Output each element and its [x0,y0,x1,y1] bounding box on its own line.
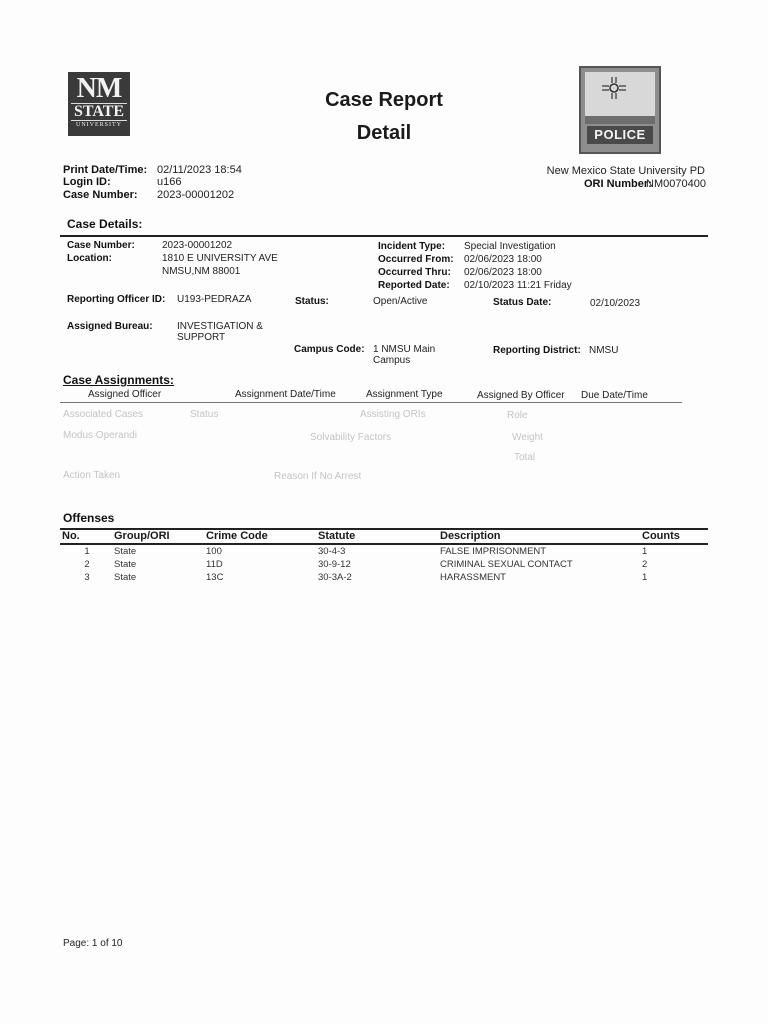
assigned-bureau-label: Assigned Bureau: [67,321,153,332]
row-group: State [114,546,137,557]
campus-code-line2: Campus [373,355,411,366]
row-description: HARASSMENT [440,572,506,583]
solvability-factors-label: Solvability Factors [310,432,392,443]
assignment-col-datetime: Assignment Date/Time [235,389,336,400]
total-label: Total [514,452,536,463]
reported-date-value: 02/10/2023 11:21 Friday [464,280,572,291]
row-group: State [114,559,137,570]
faint-status-label: Status [190,409,219,420]
reported-date-label: Reported Date: [378,280,450,291]
table-row [60,571,708,584]
print-datetime-value: 02/11/2023 18:54 [157,164,242,176]
logo-nm-text: NM [76,73,122,104]
reporting-officer-value: U193-PEDRAZA [177,294,252,305]
cd-case-number-label: Case Number: [67,240,135,251]
row-crime-code: 11D [206,559,223,570]
case-details-rule [60,235,708,237]
action-taken-label: Action Taken [63,470,121,481]
assignment-col-officer: Assigned Officer [88,389,162,400]
row-no: 2 [84,559,90,570]
incident-type-value: Special Investigation [464,241,556,252]
row-counts: 2 [642,559,648,570]
row-crime-code: 100 [206,546,222,557]
role-label: Role [507,410,528,421]
col-no: No. [60,529,114,544]
row-no: 1 [84,546,90,557]
assisting-oris-label: Assisting ORIs [360,409,426,420]
login-id-label: Login ID: [63,176,111,188]
occurred-thru-label: Occurred Thru: [378,267,451,278]
incident-type-label: Incident Type: [378,241,446,252]
status-date-value: 02/10/2023 [590,298,641,309]
offenses-table [60,528,708,584]
associated-cases-label: Associated Cases [63,409,144,420]
location-line1: 1810 E UNIVERSITY AVE [162,253,278,264]
page-title: Case Report [325,89,443,111]
page-number: Page: 1 of 10 [63,938,123,949]
table-row [60,544,708,558]
agency-name: New Mexico State University PD [546,165,705,177]
reporting-officer-label: Reporting Officer ID: [67,294,166,305]
assignment-col-assigned-by: Assigned By Officer [477,390,565,401]
page-subtitle: Detail [356,122,412,144]
status-label: Status: [295,296,329,307]
col-description: Description [440,529,642,544]
case-assignments-rule [60,402,682,403]
status-value: Open/Active [373,296,428,307]
row-statute: 30-4-3 [318,546,346,557]
campus-code-label: Campus Code: [294,344,365,355]
modus-operandi-label: Modus Operandi [63,430,137,441]
login-id-value: u166 [157,176,182,188]
col-crime-code: Crime Code [206,529,318,544]
location-line2: NMSU,NM 88001 [162,266,241,277]
occurred-from-value: 02/06/2023 18:00 [464,254,542,265]
row-no: 3 [84,572,90,583]
case-details-heading: Case Details: [67,217,143,231]
table-row [60,558,708,571]
police-badge-logo [579,66,661,154]
cd-case-number-value: 2023-00001202 [162,240,233,251]
offenses-header-row [60,529,708,544]
case-number-value: 2023-00001202 [157,189,235,201]
occurred-from-label: Occurred From: [378,254,454,265]
row-counts: 1 [642,572,648,583]
row-statute: 30-9-12 [318,559,351,570]
ori-number-label: ORI Number: [584,178,652,190]
row-description: FALSE IMPRISONMENT [440,546,547,557]
case-assignments-heading: Case Assignments: [63,373,174,387]
logo-university-text: UNIVERSITY [76,122,122,128]
row-counts: 1 [642,546,648,557]
row-crime-code: 13C [206,572,224,583]
zia-sun-icon [600,76,628,100]
case-number-label: Case Number: [63,189,138,201]
location-label: Location: [67,253,112,264]
weight-label: Weight [512,432,543,443]
logo-state-text: STATE [71,103,127,121]
badge-band [585,116,655,124]
ori-number-value: NM0070400 [646,178,706,190]
reason-no-arrest-label: Reason If No Arrest [274,471,362,482]
print-datetime-label: Print Date/Time: [63,164,148,176]
occurred-thru-value: 02/06/2023 18:00 [464,267,542,278]
assigned-bureau-line2: SUPPORT [177,332,226,343]
col-statute: Statute [318,529,440,544]
status-date-label: Status Date: [493,297,552,308]
assignment-col-type: Assignment Type [366,389,443,400]
col-counts: Counts [642,529,708,544]
reporting-district-value: NMSU [589,345,619,356]
campus-code-line1: 1 NMSU Main [373,344,436,355]
badge-police-text: POLICE [587,126,653,144]
reporting-district-label: Reporting District: [493,345,581,356]
col-group-ori: Group/ORI [114,529,206,544]
assigned-bureau-line1: INVESTIGATION & [177,321,263,332]
offenses-heading: Offenses [63,511,115,525]
row-statute: 30-3A-2 [318,572,352,583]
row-group: State [114,572,137,583]
row-description: CRIMINAL SEXUAL CONTACT [440,559,573,570]
assignment-col-due: Due Date/Time [581,390,648,401]
